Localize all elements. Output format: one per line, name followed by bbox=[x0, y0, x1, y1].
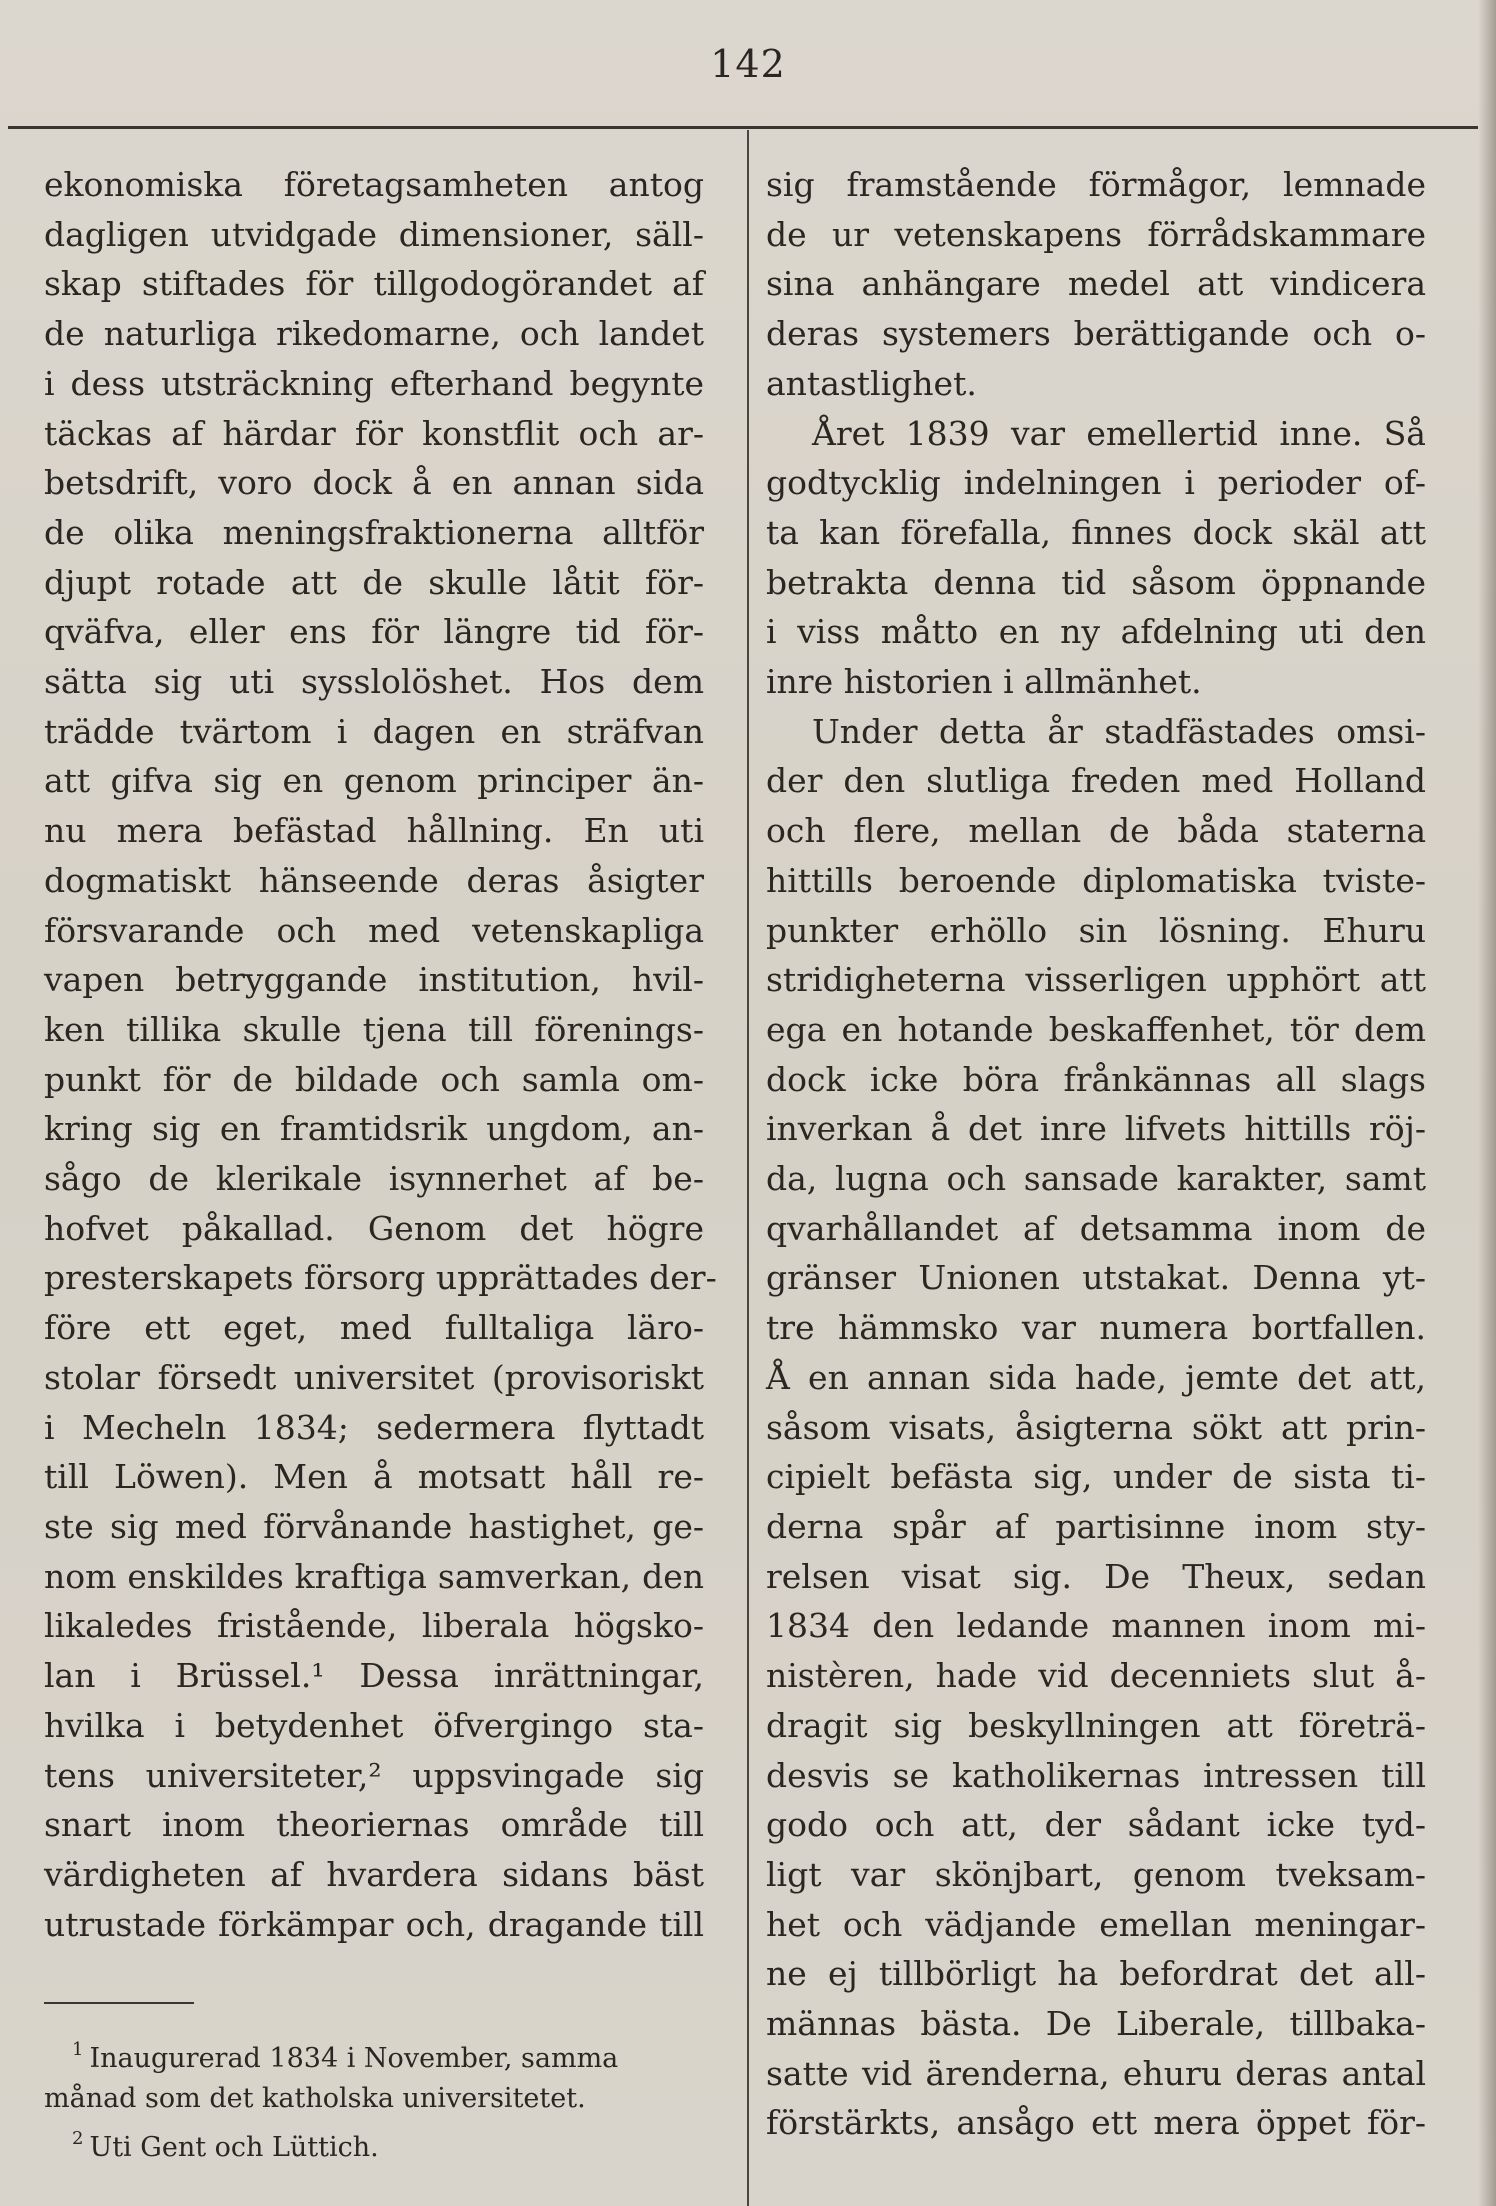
text-line: stolar försedt universitet (provisoriskt bbox=[44, 1357, 704, 1397]
text-line: ligt var skönjbart, genom tveksam- bbox=[766, 1854, 1426, 1894]
text-line: stridigheterna visserligen upphört att bbox=[766, 960, 1426, 1000]
text-line: vapen betryggande institution, hvil- bbox=[44, 960, 704, 1000]
text-line: qväfva, eller ens för längre tid för- bbox=[44, 612, 704, 652]
text-line: ste sig med förvånande hastighet, ge- bbox=[44, 1506, 704, 1546]
page-number: 142 bbox=[710, 42, 786, 86]
text-line: cipielt befästa sig, under de sista ti- bbox=[766, 1457, 1426, 1497]
text-line: ega en hotande beskaffenhet, tör dem bbox=[766, 1009, 1426, 1049]
text-line: antastlighet. bbox=[766, 363, 977, 403]
text-line: utrustade förkämpar och, dragande till bbox=[44, 1904, 704, 1944]
left-column bbox=[44, 160, 717, 1949]
text-line: godtycklig indelningen i perioder of- bbox=[766, 463, 1426, 503]
text-line: punkt för de bildade och samla om- bbox=[44, 1059, 704, 1099]
text-line: het och vädjande emellan meningar- bbox=[766, 1904, 1426, 1944]
text-line: de naturliga rikedomarne, och landet bbox=[44, 314, 704, 354]
footnote-text: Inaugurerad 1834 i November, samma bbox=[89, 2043, 619, 2074]
text-line: värdigheten af hvardera sidans bäst bbox=[44, 1854, 704, 1894]
text-line: förstärkts, ansågo ett mera öppet för- bbox=[766, 2103, 1426, 2143]
text-line: sig framstående förmågor, lemnade bbox=[766, 165, 1426, 204]
text-line: försvarande och med vetenskapliga bbox=[44, 910, 704, 950]
right-column bbox=[766, 160, 1426, 2148]
text-line: nom enskildes kraftiga samverkan, den bbox=[44, 1556, 704, 1596]
footnotes bbox=[44, 2030, 704, 2168]
text-line: skap stiftades för tillgodogörandet af bbox=[44, 264, 704, 304]
text-line: trädde tvärtom i dagen en sträfvan bbox=[44, 711, 704, 751]
text-line: 1834 den ledande mannen inom mi- bbox=[766, 1606, 1426, 1646]
text-line: hvilka i betydenhet öfvergingo sta- bbox=[44, 1705, 704, 1745]
text-line: betrakta denna tid såsom öppnande bbox=[766, 562, 1426, 602]
text-line: desvis se katholikernas intressen till bbox=[766, 1755, 1426, 1795]
text-line: i viss måtto en ny afdelning uti den bbox=[766, 612, 1426, 652]
footnote-marker: 1 bbox=[72, 2039, 84, 2060]
text-line: lan i Brüssel.¹ Dessa inrättningar, bbox=[44, 1656, 704, 1696]
text-line: deras systemers berättigande och o- bbox=[766, 314, 1426, 354]
text-line: tre hämmsko var numera bortfallen. bbox=[766, 1308, 1426, 1348]
text-line: likaledes fristående, liberala högsko- bbox=[44, 1606, 704, 1646]
text-line: inre historien i allmänhet. bbox=[766, 662, 1202, 702]
text-line: derna spår af partisinne inom sty- bbox=[766, 1506, 1426, 1546]
text-line: till Löwen). Men å motsatt håll re- bbox=[44, 1457, 704, 1497]
text-line: betsdrift, voro dock å en annan sida bbox=[44, 463, 704, 503]
text-line: nistèren, hade vid decenniets slut å- bbox=[766, 1656, 1426, 1696]
text-line: Å en annan sida hade, jemte det att, bbox=[766, 1357, 1426, 1397]
text-line: före ett eget, med fulltaliga läro- bbox=[44, 1308, 704, 1348]
text-line: täckas af härdar för konstflit och ar- bbox=[44, 413, 704, 453]
text-line: satte vid ärenderna, ehuru deras antal bbox=[766, 2053, 1426, 2093]
text-line: snart inom theoriernas område till bbox=[44, 1805, 704, 1845]
text-line: ekonomiska företagsamheten antog bbox=[44, 165, 704, 204]
text-line: inverkan å det inre lifvets hittills röj- bbox=[766, 1109, 1426, 1149]
text-line: gränser Unionen utstakat. Denna yt- bbox=[766, 1258, 1426, 1298]
text-line: sågo de klerikale isynnerhet af be- bbox=[44, 1159, 704, 1199]
text-line: Under detta år stadfästades omsi- bbox=[812, 711, 1426, 751]
text-line: da, lugna och sansade karakter, samt bbox=[766, 1159, 1426, 1199]
text-line: de olika meningsfraktionerna alltför bbox=[44, 512, 704, 552]
text-line: der den slutliga freden med Holland bbox=[766, 761, 1426, 801]
text-line: dock icke böra frånkännas all slags bbox=[766, 1059, 1426, 1099]
text-line: kring sig en framtidsrik ungdom, an- bbox=[44, 1109, 704, 1149]
text-line: dragit sig beskyllningen att företrä- bbox=[766, 1705, 1426, 1745]
footnote-text: Uti Gent och Lüttich. bbox=[89, 2132, 379, 2163]
text-line: sätta sig uti sysslolöshet. Hos dem bbox=[44, 662, 704, 702]
text-line: relsen visat sig. De Theux, sedan bbox=[766, 1556, 1426, 1596]
text-line: männas bästa. De Liberale, tillbaka- bbox=[766, 2004, 1426, 2044]
text-line: sina anhängare medel att vindicera bbox=[766, 264, 1426, 304]
footnote-marker: 2 bbox=[72, 2128, 84, 2149]
text-line: qvarhållandet af detsamma inom de bbox=[766, 1208, 1426, 1248]
text-line: djupt rotade att de skulle låtit för- bbox=[44, 562, 704, 602]
footnote-line bbox=[44, 2030, 704, 2079]
text-line: ken tillika skulle tjena till förenings- bbox=[44, 1009, 704, 1049]
text-line: ne ej tillbörligt ha befordrat det all- bbox=[766, 1954, 1426, 1994]
text-line: hofvet påkallad. Genom det högre bbox=[44, 1208, 704, 1248]
footnote-line bbox=[44, 2079, 704, 2119]
text-line: ta kan förefalla, finnes dock skäl att bbox=[766, 512, 1426, 552]
text-line: och flere, mellan de båda staterna bbox=[766, 811, 1426, 851]
column-divider bbox=[747, 130, 749, 2206]
footnote-text: månad som det katholska universitetet. bbox=[44, 2083, 586, 2114]
text-line: såsom visats, åsigterna sökt att prin- bbox=[766, 1407, 1426, 1447]
text-line: att gifva sig en genom principer än- bbox=[44, 761, 704, 801]
text-line: godo och att, der sådant icke tyd- bbox=[766, 1805, 1426, 1845]
footnote-rule bbox=[44, 2002, 194, 2004]
text-line: punkter erhöllo sin lösning. Ehuru bbox=[766, 910, 1426, 950]
text-line: nu mera befästad hållning. En uti bbox=[44, 811, 704, 851]
page-edge-shadow bbox=[1478, 0, 1496, 2206]
header-rule bbox=[8, 126, 1478, 129]
text-line: dogmatiskt hänseende deras åsigter bbox=[44, 860, 704, 900]
text-line: de ur vetenskapens förrådskammare bbox=[766, 214, 1426, 254]
text-line: i Mecheln 1834; sedermera flyttadt bbox=[44, 1407, 704, 1447]
text-line: dagligen utvidgade dimensioner, säll- bbox=[44, 214, 704, 254]
text-line: tens universiteter,² uppsvingade sig bbox=[44, 1755, 704, 1795]
text-line: i dess utsträckning efterhand begynte bbox=[44, 363, 704, 403]
text-line: hittills beroende diplomatiska tviste- bbox=[766, 860, 1426, 900]
footnote-line bbox=[44, 2119, 704, 2168]
text-line: Året 1839 var emellertid inne. Så bbox=[812, 413, 1426, 453]
text-line: presterskapets försorg upprättades der- bbox=[44, 1258, 717, 1298]
